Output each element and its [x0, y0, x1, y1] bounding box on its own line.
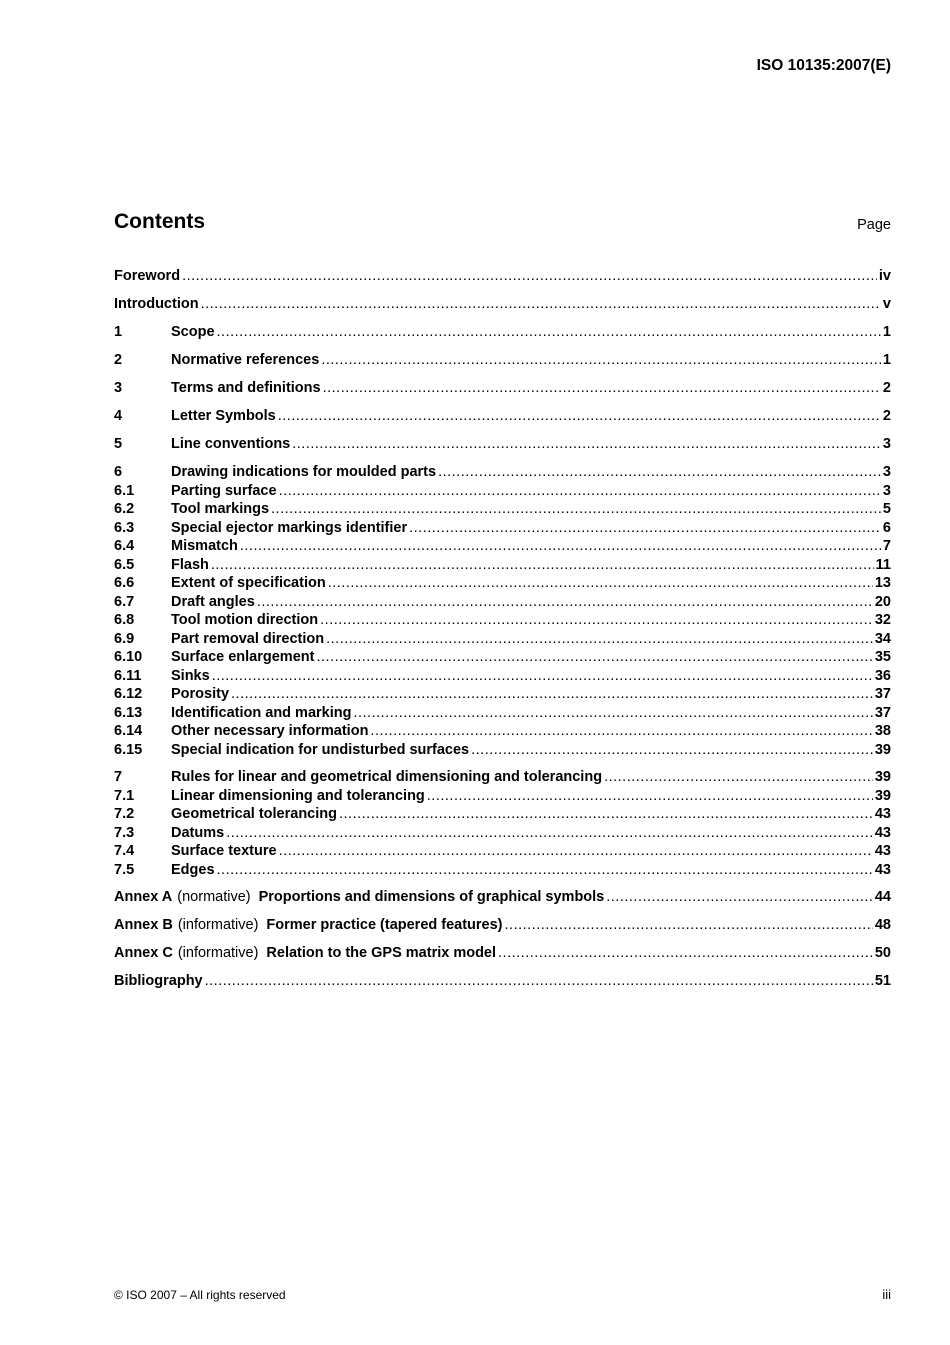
- annex-title: Proportions and dimensions of graphical symbols: [258, 889, 605, 905]
- leader-dots: [471, 742, 873, 758]
- toc-annex-c[interactable]: [114, 945, 891, 964]
- leader-dots: [427, 788, 873, 804]
- toc-entry[interactable]: [114, 436, 891, 455]
- toc-entry-page: 43: [874, 843, 891, 859]
- toc-entry-title: Linear dimensioning and tolerancing: [171, 787, 425, 804]
- toc-entry-page: 44: [874, 889, 891, 905]
- toc-entry-number: 6.7: [114, 593, 135, 610]
- leader-dots: [182, 268, 877, 284]
- leader-dots: [205, 973, 873, 989]
- toc-entry-page: 36: [874, 667, 891, 684]
- toc-entry-number: 6.11: [114, 667, 142, 684]
- leader-dots: [328, 575, 873, 591]
- toc-entry[interactable]: [114, 520, 891, 539]
- toc-entry-title: Geometrical tolerancing: [171, 806, 337, 822]
- leader-dots: [240, 538, 881, 554]
- toc-entry-number: 7.2: [114, 806, 135, 822]
- toc-entry-title: Tool markings: [171, 501, 270, 517]
- toc-entry-number: 6.1: [114, 482, 135, 499]
- annex-kind: (informative): [177, 945, 259, 961]
- toc-entry-number: 6.2: [114, 501, 135, 517]
- leader-dots: [370, 723, 872, 739]
- toc-entry-title: Sinks: [171, 667, 210, 684]
- toc-entry-title: Surface texture: [171, 843, 277, 859]
- toc-entry-number: 6.9: [114, 630, 135, 647]
- leader-dots: [226, 825, 873, 841]
- toc-entry-title: Normative references: [171, 352, 320, 368]
- toc-entry[interactable]: [114, 742, 891, 761]
- leader-dots: [409, 520, 881, 536]
- toc-entry-title: Special ejector markings identifier: [171, 519, 408, 536]
- toc-entry-page: 35: [874, 649, 891, 665]
- toc-entry[interactable]: [114, 408, 891, 427]
- toc-entry-page: 50: [874, 945, 891, 961]
- toc-entry-page: v: [882, 296, 891, 312]
- toc-entry[interactable]: [114, 825, 891, 844]
- toc-entry-number: 6.13: [114, 704, 143, 721]
- toc-entry-page: 20: [874, 593, 891, 610]
- leader-dots: [231, 686, 873, 702]
- toc-entry[interactable]: [114, 464, 891, 483]
- toc-entry-number: 3: [114, 380, 123, 396]
- toc-entry[interactable]: [114, 557, 891, 576]
- toc-entry[interactable]: [114, 380, 891, 399]
- annex-title: Former practice (tapered features): [266, 917, 503, 933]
- annex-kind: (normative): [177, 889, 251, 905]
- toc-entry-number: 7: [114, 769, 123, 785]
- leader-dots: [201, 296, 881, 312]
- toc-entry-page: 51: [874, 973, 891, 989]
- page-number: iii: [882, 1287, 891, 1302]
- toc-entry-title: Tool motion direction: [171, 612, 319, 628]
- toc-entry-page: 5: [882, 501, 891, 517]
- toc-entry-page: 37: [874, 704, 891, 721]
- toc-entry-title: Surface enlargement: [171, 649, 315, 665]
- toc-entry[interactable]: [114, 668, 891, 687]
- toc-entry[interactable]: [114, 483, 891, 502]
- toc-entry-number: 1: [114, 324, 123, 340]
- toc-entry-title: Flash: [171, 556, 209, 573]
- toc-entry-title: Letter Symbols: [171, 408, 276, 424]
- toc-entry-page: 43: [874, 824, 891, 841]
- toc-entry-page: 1: [882, 352, 891, 368]
- toc-entry[interactable]: [114, 788, 891, 807]
- annex-label: Annex A: [114, 889, 173, 905]
- toc-entry-number: 6: [114, 464, 123, 480]
- toc-entry-title: Porosity: [171, 686, 230, 702]
- toc-entry-page: 1: [882, 324, 891, 340]
- annex-title: Relation to the GPS matrix model: [266, 945, 497, 961]
- annex-label: Annex C: [114, 945, 173, 961]
- toc-entry-page: 34: [874, 630, 891, 647]
- toc-entry-title: Part removal direction: [171, 630, 325, 647]
- leader-dots: [212, 668, 873, 684]
- annex-kind: (informative): [177, 917, 259, 933]
- toc-entry-title: Foreword: [114, 268, 181, 284]
- leader-dots: [323, 380, 881, 396]
- toc-entry-number: 7.4: [114, 843, 135, 859]
- leader-dots: [278, 408, 881, 424]
- toc-entry[interactable]: [114, 862, 891, 881]
- toc-entry-title: Datums: [171, 824, 225, 841]
- toc-entry-page: 48: [874, 917, 891, 933]
- toc-entry-number: 6.3: [114, 519, 135, 536]
- toc-entry[interactable]: [114, 324, 891, 343]
- toc-entry[interactable]: [114, 686, 891, 705]
- toc-entry-title: Mismatch: [171, 538, 238, 554]
- leader-dots: [217, 862, 873, 878]
- page-column-label: Page: [857, 217, 891, 233]
- toc-entry[interactable]: [114, 649, 891, 668]
- toc-entry-page: 11: [875, 556, 891, 573]
- toc-entry-title: Drawing indications for moulded parts: [171, 464, 437, 480]
- leader-dots: [321, 352, 881, 368]
- toc-entry-page: 13: [874, 575, 891, 591]
- toc-entry-title: Terms and definitions: [171, 380, 321, 396]
- toc-entry-page: 39: [874, 769, 891, 785]
- toc-entry-introduction[interactable]: [114, 296, 891, 315]
- toc-entry-page: 39: [874, 741, 891, 758]
- toc-entry[interactable]: [114, 723, 891, 742]
- toc-entry[interactable]: [114, 806, 891, 825]
- toc-entry-number: 5: [114, 436, 123, 452]
- leader-dots: [279, 483, 881, 499]
- toc-entry-title: Bibliography: [114, 973, 203, 989]
- toc-entry-bibliography[interactable]: [114, 973, 891, 992]
- leader-dots: [292, 436, 881, 452]
- toc-entry-page: 32: [874, 612, 891, 628]
- toc-entry-page: 38: [874, 723, 891, 739]
- toc-entry-number: 6.8: [114, 612, 135, 628]
- toc-entry-page: 6: [882, 519, 891, 536]
- toc-entry-page: iv: [878, 268, 891, 284]
- toc-entry-title: Line conventions: [171, 436, 291, 452]
- toc-entry-number: 6.15: [114, 741, 143, 758]
- leader-dots: [316, 649, 872, 665]
- toc-entry[interactable]: [114, 575, 891, 594]
- toc-entry-title: Introduction: [114, 296, 199, 312]
- leader-dots: [326, 631, 873, 647]
- document-id: ISO 10135:2007(E): [756, 57, 891, 74]
- toc-entry-number: 7.1: [114, 787, 135, 804]
- toc-entry-number: 6.14: [114, 723, 143, 739]
- leader-dots: [279, 843, 873, 859]
- toc-entry-number: 7.5: [114, 861, 135, 878]
- toc-entry[interactable]: [114, 631, 891, 650]
- annex-label: Annex B: [114, 917, 173, 933]
- toc-entry-page: 2: [882, 380, 891, 396]
- toc-annex-b[interactable]: [114, 917, 891, 936]
- toc-entry-page: 2: [882, 408, 891, 424]
- toc-entry-page: 43: [874, 806, 891, 822]
- leader-dots: [604, 769, 873, 785]
- toc-entry-title: Edges: [171, 861, 215, 878]
- toc-entry-foreword[interactable]: [114, 268, 891, 287]
- toc-entry-page: 7: [882, 538, 891, 554]
- toc-entry-number: 6.6: [114, 575, 135, 591]
- toc-entry-page: 37: [874, 686, 891, 702]
- toc-entry[interactable]: [114, 352, 891, 371]
- toc-entry-page: 3: [882, 482, 891, 499]
- toc-entry[interactable]: [114, 538, 891, 557]
- toc-entry[interactable]: [114, 769, 891, 788]
- toc-entry[interactable]: [114, 612, 891, 631]
- toc-entry-title: Parting surface: [171, 482, 277, 499]
- toc-entry-title: Scope: [171, 324, 215, 340]
- leader-dots: [339, 806, 873, 822]
- copyright-notice: © ISO 2007 – All rights reserved: [114, 1288, 286, 1302]
- page-title: Contents: [114, 210, 205, 233]
- toc-entry-title: Identification and marking: [171, 704, 352, 721]
- toc-entry-page: 39: [874, 787, 891, 804]
- toc-entry[interactable]: [114, 843, 891, 862]
- leader-dots: [353, 705, 872, 721]
- leader-dots: [438, 464, 881, 480]
- leader-dots: [271, 501, 881, 517]
- toc-entry-title: Other necessary information: [171, 723, 369, 739]
- toc-entry-number: 6.10: [114, 649, 143, 665]
- leader-dots: [320, 612, 873, 628]
- toc-entry-title: Draft angles: [171, 593, 255, 610]
- toc-entry[interactable]: [114, 501, 891, 520]
- leader-dots: [211, 557, 874, 573]
- toc-entry[interactable]: [114, 705, 891, 724]
- toc-entry-page: 3: [882, 436, 891, 452]
- toc-entry-title: Special indication for undisturbed surfaces: [171, 741, 470, 758]
- toc-entry-title: Rules for linear and geometrical dimensioning and tolerancing: [171, 769, 603, 785]
- toc-entry-number: 7.3: [114, 824, 135, 841]
- leader-dots: [505, 917, 873, 933]
- toc-entry-number: 2: [114, 352, 123, 368]
- toc-entry-number: 6.5: [114, 556, 135, 573]
- leader-dots: [498, 945, 873, 961]
- toc-entry-title: Extent of specification: [171, 575, 326, 591]
- toc-entry-number: 6.12: [114, 686, 143, 702]
- toc-annex-a[interactable]: [114, 889, 891, 908]
- toc-entry[interactable]: [114, 594, 891, 613]
- toc-entry-number: 6.4: [114, 538, 135, 554]
- toc-entry-page: 3: [882, 464, 891, 480]
- toc-entry-number: 4: [114, 408, 123, 424]
- toc-entry-page: 43: [874, 861, 891, 878]
- leader-dots: [217, 324, 881, 340]
- leader-dots: [606, 889, 873, 905]
- leader-dots: [257, 594, 873, 610]
